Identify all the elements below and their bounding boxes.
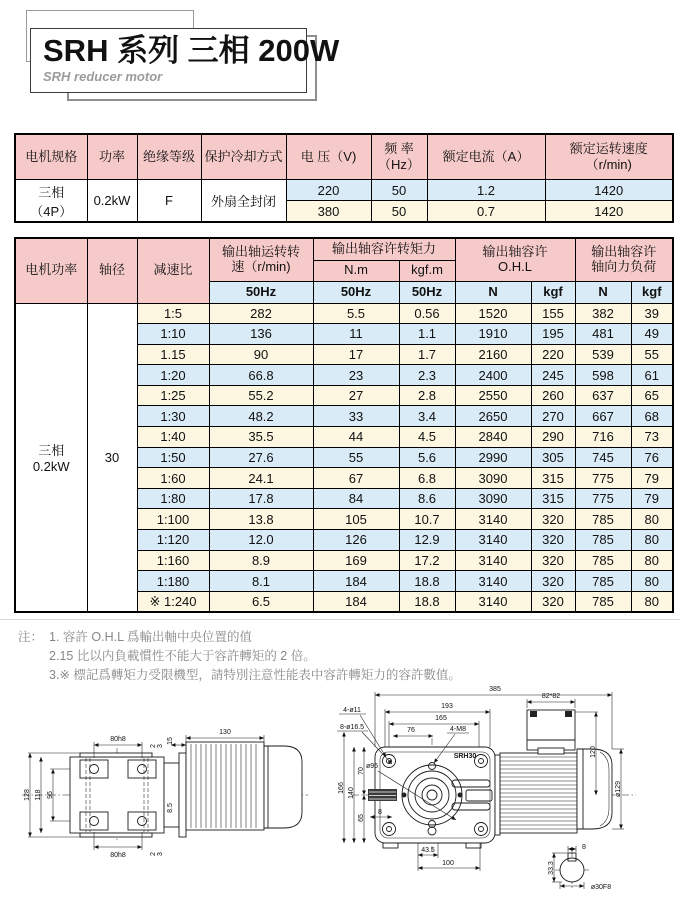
value-cell: 320	[531, 550, 575, 571]
value-cell: 8.6	[399, 488, 455, 509]
value-cell: 49	[631, 324, 673, 345]
column-header: 输出轴容许转矩力	[313, 238, 455, 260]
column-header	[455, 238, 575, 282]
page-title: SRH 系列 三相 200W	[43, 33, 340, 68]
value-cell: 775	[575, 488, 631, 509]
column-subheader: kgf	[631, 282, 673, 304]
value-cell: 18.8	[399, 591, 455, 612]
value-cell: 50	[371, 180, 427, 201]
dim-label: 2	[150, 852, 157, 856]
header-line: 输出轴容许	[482, 244, 548, 260]
value-cell: 67	[313, 468, 399, 489]
dim-label: 15	[167, 737, 174, 745]
value-cell: 785	[575, 530, 631, 551]
value-cell: 1.2	[427, 180, 545, 201]
value-cell: 17	[313, 344, 399, 365]
dim-label: 118	[35, 789, 42, 801]
value-cell: 79	[631, 488, 673, 509]
value-cell: 17.2	[399, 550, 455, 571]
value-cell: 2840	[455, 427, 531, 448]
column-header: 电机规格	[15, 134, 87, 180]
dim-label: ø30F8	[590, 884, 612, 891]
column-header: 绝缘等级	[137, 134, 201, 180]
model-label: SRH30	[453, 753, 477, 760]
value-cell: 745	[575, 447, 631, 468]
value-cell: 80	[631, 591, 673, 612]
column-header: 频 率（Hz）	[371, 134, 427, 180]
column-header: N.m	[313, 260, 399, 282]
value-cell: 12.9	[399, 530, 455, 551]
shaft-section-detail	[548, 844, 611, 891]
value-cell: 305	[531, 447, 575, 468]
value-cell: 382	[575, 303, 631, 324]
value-cell: 5.5	[313, 303, 399, 324]
note-item: 3.※ 標記爲轉矩力受限機型，請特別注意性能表中容許轉矩力的容許數值。	[49, 667, 461, 682]
motor-type-line: 三相	[38, 184, 65, 200]
value-cell: 3140	[455, 530, 531, 551]
header-line: O.H.L	[498, 259, 532, 274]
value-cell: 80	[631, 530, 673, 551]
front-view	[337, 686, 636, 871]
value-cell: 716	[575, 427, 631, 448]
value-cell: 3140	[455, 550, 531, 571]
value-cell: 195	[531, 324, 575, 345]
value-cell: 5.6	[399, 447, 455, 468]
value-cell: 33	[313, 406, 399, 427]
ratio-cell: 1.15	[137, 344, 209, 365]
value-cell: 184	[313, 591, 399, 612]
value-cell: 260	[531, 385, 575, 406]
dim-label: 43.5	[421, 847, 435, 854]
column-header: 轴径	[87, 238, 137, 303]
value-cell: 126	[313, 530, 399, 551]
title-box	[30, 28, 340, 93]
spec-header-row	[15, 134, 673, 180]
value-cell: 539	[575, 344, 631, 365]
value-cell: 155	[531, 303, 575, 324]
column-subheader: 50Hz	[209, 282, 313, 304]
spec-row-220v	[15, 180, 673, 201]
column-header: 保护冷却方式	[201, 134, 286, 180]
value-cell: 55	[313, 447, 399, 468]
value-cell: 1.1	[399, 324, 455, 345]
value-cell: 61	[631, 365, 673, 386]
motor-spec-table	[14, 133, 674, 223]
separator-line	[0, 619, 680, 620]
value-cell: 68	[631, 406, 673, 427]
value-cell: 27.6	[209, 447, 313, 468]
dimension-drawing	[0, 672, 680, 904]
dim-label: 76	[407, 727, 415, 734]
header-line: 输出轴运转转	[221, 244, 300, 260]
value-cell: 1910	[455, 324, 531, 345]
value-cell: 315	[531, 468, 575, 489]
value-cell: 79	[631, 468, 673, 489]
value-cell: 105	[313, 509, 399, 530]
value-cell: 320	[531, 571, 575, 592]
value-cell: 3.4	[399, 406, 455, 427]
value-cell: 12.0	[209, 530, 313, 551]
header-line: 速（r/min)	[231, 259, 291, 274]
column-header	[575, 238, 673, 282]
dim-label: 385	[489, 686, 501, 693]
dim-label: 33.3	[548, 861, 555, 875]
value-cell: 90	[209, 344, 313, 365]
value-cell: 637	[575, 385, 631, 406]
value-cell: 220	[531, 344, 575, 365]
value-cell: 169	[313, 550, 399, 571]
column-subheader: 50Hz	[313, 282, 399, 304]
ratio-cell: 1:60	[137, 468, 209, 489]
note-item: 2.15 比以内負載慣性不能大于容許轉矩的 2 倍。	[49, 648, 316, 663]
ratio-cell: 1:25	[137, 385, 209, 406]
page-subtitle: SRH reducer motor	[43, 69, 163, 84]
ratio-cell: 1:100	[137, 509, 209, 530]
value-cell: 0.56	[399, 303, 455, 324]
ratio-cell: 1:40	[137, 427, 209, 448]
shaft-diameter-cell: 30	[87, 303, 137, 612]
dim-label: 166	[338, 782, 345, 794]
value-cell: 55.2	[209, 385, 313, 406]
value-cell: 136	[209, 324, 313, 345]
dim-label: 2	[150, 744, 157, 748]
value-cell: 775	[575, 468, 631, 489]
value-cell: 80	[631, 550, 673, 571]
dim-label: ø129	[615, 781, 622, 797]
value-cell: 2.8	[399, 385, 455, 406]
value-cell: 3140	[455, 591, 531, 612]
dim-label: 100	[442, 860, 454, 867]
ratio-cell: 1:120	[137, 530, 209, 551]
dim-label: 165	[435, 715, 447, 722]
dim-label: 8.5	[167, 803, 174, 813]
value-cell: 184	[313, 571, 399, 592]
top-view	[22, 729, 308, 859]
column-header: 电机功率	[15, 238, 87, 303]
dim-label: 120	[590, 746, 597, 758]
value-cell: 35.5	[209, 427, 313, 448]
value-cell: 0.7	[427, 201, 545, 223]
motor-type-line: （4P）	[30, 203, 73, 219]
value-cell: 23	[313, 365, 399, 386]
ratio-cell: ※ 1:240	[137, 591, 209, 612]
value-cell: 80	[631, 509, 673, 530]
value-cell: 598	[575, 365, 631, 386]
perf-header-row-1	[15, 238, 673, 260]
value-cell: 245	[531, 365, 575, 386]
column-subheader: N	[455, 282, 531, 304]
column-header: 额定运转速度（r/min)	[545, 134, 673, 180]
dim-label: 8	[378, 809, 382, 816]
value-cell: 3090	[455, 468, 531, 489]
value-cell: 4.5	[399, 427, 455, 448]
dim-label: ø95	[365, 763, 379, 770]
value-cell: 1520	[455, 303, 531, 324]
motor-power-cell: 三相 0.2kW	[15, 303, 87, 612]
value-cell: 2550	[455, 385, 531, 406]
value-cell: 13.8	[209, 509, 313, 530]
value-cell: 3140	[455, 509, 531, 530]
dim-label: 80h8	[110, 736, 126, 743]
value-cell: 270	[531, 406, 575, 427]
ratio-cell: 1:10	[137, 324, 209, 345]
column-header: 功率	[87, 134, 137, 180]
ratio-cell: 1:5	[137, 303, 209, 324]
dim-label: 3	[157, 744, 164, 748]
value-cell: 73	[631, 427, 673, 448]
value-cell: 44	[313, 427, 399, 448]
dim-label: 65	[358, 814, 365, 822]
value-cell: 1420	[545, 201, 673, 223]
ratio-cell: 1:180	[137, 571, 209, 592]
value-cell: 39	[631, 303, 673, 324]
hole-callout: 4-ø11	[343, 707, 361, 714]
dim-label: 193	[441, 703, 453, 710]
motor-type-cell	[15, 180, 87, 223]
notes-label: 注：	[18, 630, 44, 644]
ratio-cell: 1:50	[137, 447, 209, 468]
value-cell: 50	[371, 201, 427, 223]
value-cell: 6.5	[209, 591, 313, 612]
value-cell: 27	[313, 385, 399, 406]
value-cell: 282	[209, 303, 313, 324]
dim-label: 82*82	[541, 693, 561, 700]
column-header: 减速比	[137, 238, 209, 303]
value-cell: 11	[313, 324, 399, 345]
hole-callout: 4-M8	[450, 726, 466, 733]
dim-label: 128	[24, 789, 31, 801]
column-subheader: kgf	[531, 282, 575, 304]
value-cell: 48.2	[209, 406, 313, 427]
cooling-cell: 外扇全封闭	[201, 180, 286, 223]
dim-label: 3	[157, 852, 164, 856]
value-cell: 481	[575, 324, 631, 345]
value-cell: 2400	[455, 365, 531, 386]
value-cell: 65	[631, 385, 673, 406]
value-cell: 3140	[455, 571, 531, 592]
value-cell: 8.1	[209, 571, 313, 592]
value-cell: 3090	[455, 488, 531, 509]
ratio-cell: 1:30	[137, 406, 209, 427]
value-cell: 785	[575, 571, 631, 592]
dim-label: 140	[348, 787, 355, 799]
value-cell: 76	[631, 447, 673, 468]
value-cell: 1420	[545, 180, 673, 201]
note-item: 1. 容許 O.H.L 爲輸出軸中央位置的值	[49, 630, 253, 644]
header-line: 轴向力负荷	[591, 259, 657, 274]
value-cell: 2160	[455, 344, 531, 365]
performance-table	[14, 237, 674, 613]
dim-label: 70	[358, 767, 365, 775]
value-cell: 2.3	[399, 365, 455, 386]
value-cell: 785	[575, 591, 631, 612]
performance-table-body	[15, 303, 673, 612]
value-cell: 10.7	[399, 509, 455, 530]
value-cell: 320	[531, 591, 575, 612]
column-header	[209, 238, 313, 282]
value-cell: 18.8	[399, 571, 455, 592]
value-cell: 220	[286, 180, 371, 201]
value-cell: 290	[531, 427, 575, 448]
value-cell: 8.9	[209, 550, 313, 571]
table-row	[15, 303, 673, 324]
value-cell: 785	[575, 550, 631, 571]
dim-label: 8	[582, 844, 586, 851]
dim-label: 80h8	[110, 852, 126, 859]
column-subheader: N	[575, 282, 631, 304]
value-cell: 24.1	[209, 468, 313, 489]
dim-label: 95	[47, 791, 54, 799]
value-cell: 785	[575, 509, 631, 530]
column-subheader: 50Hz	[399, 282, 455, 304]
value-cell: 6.8	[399, 468, 455, 489]
value-cell: 55	[631, 344, 673, 365]
value-cell: 320	[531, 509, 575, 530]
value-cell: 1.7	[399, 344, 455, 365]
column-header: 电 压（V)	[286, 134, 371, 180]
value-cell: 380	[286, 201, 371, 223]
value-cell: 315	[531, 488, 575, 509]
column-header: kgf.m	[399, 260, 455, 282]
ratio-cell: 1:20	[137, 365, 209, 386]
power-cell: 0.2kW	[87, 180, 137, 223]
hole-callout: 8-ø16.5	[339, 724, 365, 731]
value-cell: 66.8	[209, 365, 313, 386]
dim-label: 130	[219, 729, 231, 736]
value-cell: 2650	[455, 406, 531, 427]
ratio-cell: 1:80	[137, 488, 209, 509]
value-cell: 2990	[455, 447, 531, 468]
value-cell: 84	[313, 488, 399, 509]
value-cell: 667	[575, 406, 631, 427]
header-line: 输出轴容许	[591, 244, 657, 260]
column-header: 额定电流（A）	[427, 134, 545, 180]
value-cell: 80	[631, 571, 673, 592]
value-cell: 320	[531, 530, 575, 551]
value-cell: 17.8	[209, 488, 313, 509]
ratio-cell: 1:160	[137, 550, 209, 571]
insulation-cell: F	[137, 180, 201, 223]
